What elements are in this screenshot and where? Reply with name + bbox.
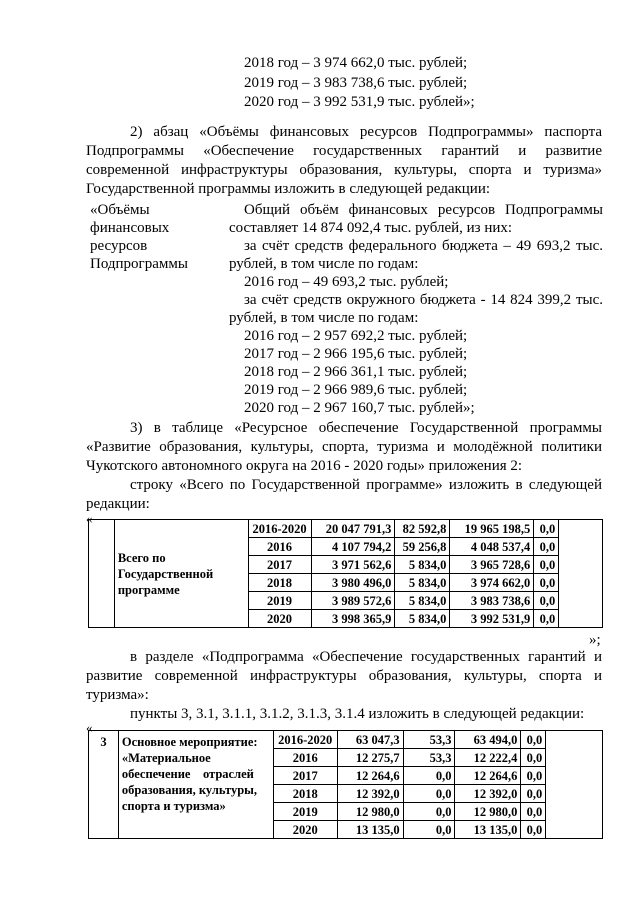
value-cell: 13 135,0 — [455, 821, 521, 839]
value-cell: 0,0 — [521, 785, 546, 803]
value-cell: 0,0 — [403, 803, 455, 821]
passport-text: за счёт средств окружного бюджета - 14 824 399,2 тыс. — [244, 292, 603, 308]
section-line1: в разделе «Подпрограмма «Обеспечение государственных гарантий и — [130, 649, 602, 665]
passport-text: 2017 год – 2 966 195,6 тыс. рублей; — [244, 346, 468, 362]
table-row — [89, 731, 603, 749]
value-cell: 59 256,8 — [395, 538, 450, 556]
empty-cell — [546, 731, 603, 839]
value-cell: 0,0 — [521, 731, 546, 749]
period-cell: 2019 — [248, 592, 311, 610]
value-cell: 3 971 562,6 — [311, 556, 395, 574]
passport-text: за счёт средств федерального бюджета – 49 693,2 тыс. — [244, 238, 603, 254]
period-cell: 2017 — [273, 767, 337, 785]
value-cell: 5 834,0 — [395, 610, 450, 628]
passport-text: Общий объём финансовых ресурсов Подпрограммы — [244, 202, 603, 218]
value-cell: 0,0 — [534, 556, 559, 574]
value-cell: 3 983 738,6 — [450, 592, 534, 610]
measure-label-line: «Материальное — [121, 751, 211, 765]
value-cell: 19 965 198,5 — [450, 520, 534, 538]
value-cell: 12 392,0 — [337, 785, 403, 803]
total-label: Всего по Государственной программе — [114, 520, 248, 628]
period-cell: 2016 — [273, 749, 337, 767]
quote-open: « — [86, 511, 93, 526]
value-cell: 0,0 — [534, 610, 559, 628]
item3-line1: 3) в таблице «Ресурсное обеспечение Государственной программы — [130, 420, 602, 436]
quote-open: « — [86, 720, 93, 735]
year-line: 2020 год – 3 992 531,9 тыс. рублей»; — [244, 94, 475, 110]
value-cell: 0,0 — [521, 803, 546, 821]
passport-text: 2019 год – 2 966 989,6 тыс. рублей; — [244, 382, 468, 398]
value-cell: 0,0 — [521, 821, 546, 839]
measure-table — [88, 730, 603, 839]
value-cell: 3 992 531,9 — [450, 610, 534, 628]
passport-label: финансовых — [90, 220, 170, 236]
table-row — [89, 520, 603, 538]
passport-text: 2018 год – 2 966 361,1 тыс. рублей; — [244, 364, 468, 380]
value-cell: 0,0 — [521, 749, 546, 767]
measure-label-line: образования, культуры, — [121, 783, 258, 797]
period-cell: 2016-2020 — [248, 520, 311, 538]
value-cell: 0,0 — [534, 538, 559, 556]
passport-label: «Объёмы — [90, 202, 150, 218]
value-cell: 12 392,0 — [455, 785, 521, 803]
item2-line4: Государственной программы изложить в следующей редакции: — [86, 181, 491, 197]
measure-label-line: спорта и туризма» — [121, 799, 226, 813]
value-cell: 5 834,0 — [395, 592, 450, 610]
passport-text: составляет 14 874 092,4 тыс. рублей, из них: — [229, 220, 513, 236]
value-cell: 4 107 794,2 — [311, 538, 395, 556]
value-cell: 0,0 — [534, 592, 559, 610]
period-cell: 2018 — [248, 574, 311, 592]
item3-line5: редакции: — [86, 496, 150, 512]
period-cell: 2020 — [273, 821, 337, 839]
value-cell: 20 047 791,3 — [311, 520, 395, 538]
measure-label — [118, 731, 273, 839]
value-cell: 12 264,6 — [455, 767, 521, 785]
value-cell: 3 989 572,6 — [311, 592, 395, 610]
item2-line3: современной инфраструктуры образования, культуры, спорта и туризма» — [86, 162, 602, 178]
value-cell: 0,0 — [403, 767, 455, 785]
year-line: 2019 год – 3 983 738,6 тыс. рублей; — [244, 75, 468, 91]
item2-line1: 2) абзац «Объёмы финансовых ресурсов Подпрограммы» паспорта — [130, 124, 602, 140]
passport-text: рублей, в том числе по годам: — [229, 256, 419, 272]
passport-text: 2016 год – 2 957 692,2 тыс. рублей; — [244, 328, 468, 344]
item3-line3: Чукотского автономного округа на 2016 - 2020 годы» приложения 2: — [86, 458, 523, 474]
value-cell: 13 135,0 — [337, 821, 403, 839]
totals-table — [88, 519, 603, 628]
passport-text: 2020 год – 2 967 160,7 тыс. рублей»; — [244, 400, 475, 416]
value-cell: 0,0 — [534, 574, 559, 592]
quote-close: »; — [589, 632, 601, 648]
value-cell: 12 275,7 — [337, 749, 403, 767]
value-cell: 0,0 — [403, 785, 455, 803]
value-cell: 12 980,0 — [337, 803, 403, 821]
value-cell: 0,0 — [521, 767, 546, 785]
item3-line4: строку «Всего по Государственной программе» изложить в следующей — [130, 477, 602, 493]
measure-label-line: Основное мероприятие: — [121, 735, 258, 749]
value-cell: 12 222,4 — [455, 749, 521, 767]
period-cell: 2020 — [248, 610, 311, 628]
value-cell: 0,0 — [403, 821, 455, 839]
value-cell: 53,3 — [403, 731, 455, 749]
value-cell: 53,3 — [403, 749, 455, 767]
passport-label: Подпрограммы — [90, 256, 188, 272]
value-cell: 3 998 365,9 — [311, 610, 395, 628]
section-line3: туризма»: — [86, 687, 149, 703]
period-cell: 2016-2020 — [273, 731, 337, 749]
period-cell: 2019 — [273, 803, 337, 821]
value-cell: 4 048 537,4 — [450, 538, 534, 556]
period-cell: 2017 — [248, 556, 311, 574]
section-line4: пункты 3, 3.1, 3.1.1, 3.1.2, 3.1.3, 3.1.4 изложить в следующей редакции: — [130, 706, 585, 722]
measure-label-line: обеспечение отраслей — [121, 767, 254, 781]
year-line: 2018 год – 3 974 662,0 тыс. рублей; — [244, 55, 468, 71]
item-number: 3 — [89, 731, 119, 839]
section-line2: развитие современной инфраструктуры образования, культуры, спорта и — [86, 668, 602, 684]
period-cell: 2018 — [273, 785, 337, 803]
item3-line2: «Развитие образования, культуры, спорта, туризма и молодёжной политики — [86, 439, 602, 455]
passport-text: рублей, в том числе по годам: — [229, 310, 419, 326]
period-cell: 2016 — [248, 538, 311, 556]
value-cell: 12 980,0 — [455, 803, 521, 821]
value-cell: 82 592,8 — [395, 520, 450, 538]
empty-cell — [559, 520, 603, 628]
value-cell: 5 834,0 — [395, 574, 450, 592]
value-cell: 3 974 662,0 — [450, 574, 534, 592]
item2-line2: Подпрограммы «Обеспечение государственных гарантий и развитие — [86, 143, 602, 159]
value-cell: 5 834,0 — [395, 556, 450, 574]
value-cell: 12 264,6 — [337, 767, 403, 785]
passport-text: 2016 год – 49 693,2 тыс. рублей; — [244, 274, 449, 290]
value-cell: 63 047,3 — [337, 731, 403, 749]
value-cell: 63 494,0 — [455, 731, 521, 749]
value-cell: 3 965 728,6 — [450, 556, 534, 574]
value-cell: 0,0 — [534, 520, 559, 538]
empty-cell — [89, 520, 115, 628]
value-cell: 3 980 496,0 — [311, 574, 395, 592]
passport-label: ресурсов — [90, 238, 148, 254]
